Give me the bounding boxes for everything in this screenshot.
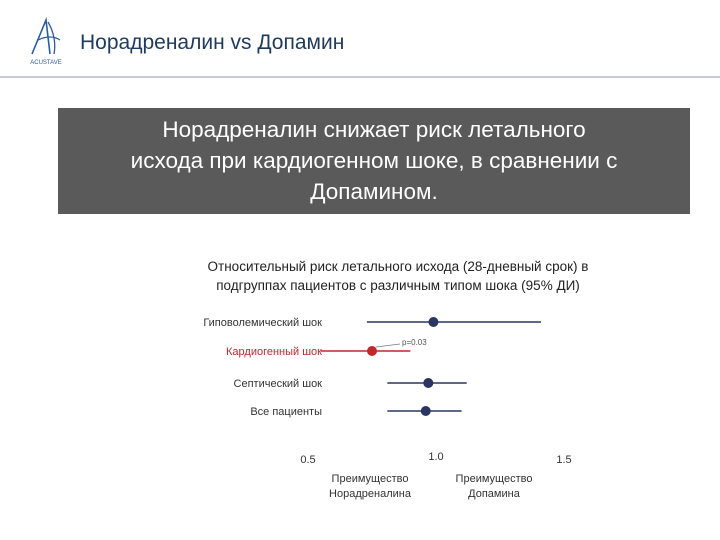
benefit-label: Норадреналина [329, 488, 411, 500]
x-tick-label: 1.5 [556, 454, 572, 466]
benefit-label: Преимущество [331, 473, 409, 485]
slide-title: Норадреналин vs Допамин [80, 31, 345, 54]
point-estimate [428, 317, 438, 327]
key-message-banner [58, 108, 690, 214]
header-divider [0, 76, 720, 78]
annotation-leader [376, 344, 400, 347]
forest-plot [0, 300, 720, 540]
x-tick-label: 0.5 [300, 454, 316, 466]
point-estimate [367, 346, 377, 356]
banner-line: исхода при кардиогенном шоке, в сравнении с [130, 148, 618, 173]
category-label: Все пациенты [250, 406, 322, 418]
x-tick-label: 1.0 [428, 451, 444, 463]
chart-title-line: подгруппах пациентов с различным типом шока (95% ДИ) [216, 278, 580, 293]
chart-title [150, 257, 646, 295]
category-label: Септический шок [233, 378, 322, 390]
chart-title-line: Относительный риск летального исхода (28-дневный срок) в [207, 259, 589, 274]
p-value-annotation: p=0.03 [402, 338, 427, 347]
category-label: Гиповолемический шок [203, 317, 322, 329]
banner-line: Норадреналин снижает риск летального [162, 117, 586, 142]
benefit-label: Преимущество [455, 473, 533, 485]
company-logo [24, 14, 68, 70]
category-label: Кардиогенный шок [226, 346, 322, 358]
logo-wordmark: ACUSTAVE [30, 60, 62, 66]
banner-line: Допамином. [310, 179, 438, 204]
point-estimate [423, 378, 433, 388]
point-estimate [421, 406, 431, 416]
benefit-label: Допамина [468, 488, 520, 500]
